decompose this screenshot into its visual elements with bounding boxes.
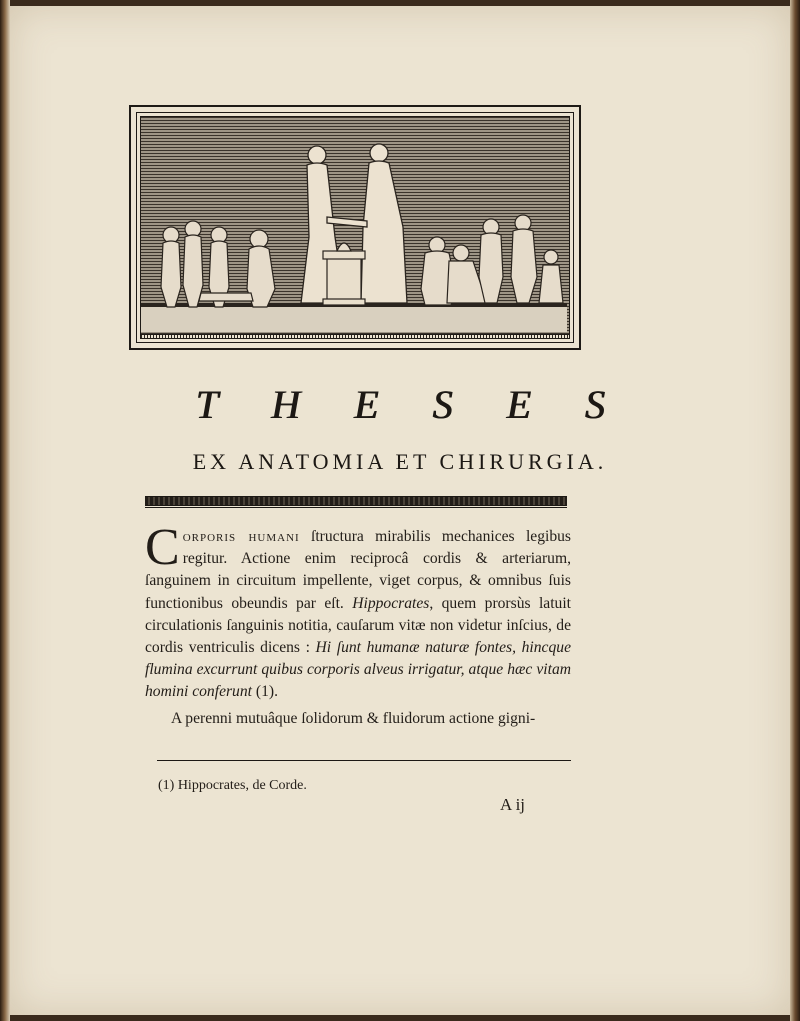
classical-figures-illustration — [141, 117, 567, 332]
main-text — [145, 519, 572, 745]
book-edge — [790, 0, 800, 1021]
book-gutter — [0, 0, 10, 1021]
vignette-scene-image — [140, 116, 570, 335]
footnote-reference: (1). — [251, 683, 278, 701]
quotation: Hi ſunt humanæ naturæ fontes, hincque flumina excurrunt quibus corporis alveus irrigatur, atque hæc vitam homini conferunt — [145, 639, 571, 701]
drop-cap: C — [145, 519, 180, 576]
page-title: T H E S E S — [195, 382, 627, 427]
signature-mark: A ij — [500, 795, 526, 814]
page-subtitle: EX ANATOMIA ET CHIRURGIA. — [192, 449, 608, 474]
paragraph-1 — [145, 519, 572, 704]
decorative-rule — [145, 496, 567, 506]
paragraph-1-text-b: , quem prorsùs latuit circulationis ſanguinis notitia, cauſarum vitæ non videtur inſcius, de cordis ventriculis dicens : — [145, 594, 572, 657]
footnote: (1) Hippocrates, de Corde. — [158, 778, 307, 793]
book-page — [10, 6, 790, 1015]
engraved-vignette — [129, 105, 581, 350]
decorative-rule-thin — [145, 507, 567, 508]
footnote-rule — [157, 760, 571, 761]
author-name: Hippocrates — [352, 594, 430, 612]
paragraph-1-text-a: ſtructura mirabilis mechanices legibus regitur. Actione enim reciprocâ cordis & arteriarum, ſanguinem in circuitum impellente, viget corpus, & omnibus ſuis functionibus obeundis par eſt. — [145, 528, 571, 612]
paragraph-2: A perenni mutuâque ſolidorum & fluidorum actione gigni- — [171, 709, 536, 727]
lead-words: orporis humani — [182, 528, 300, 545]
